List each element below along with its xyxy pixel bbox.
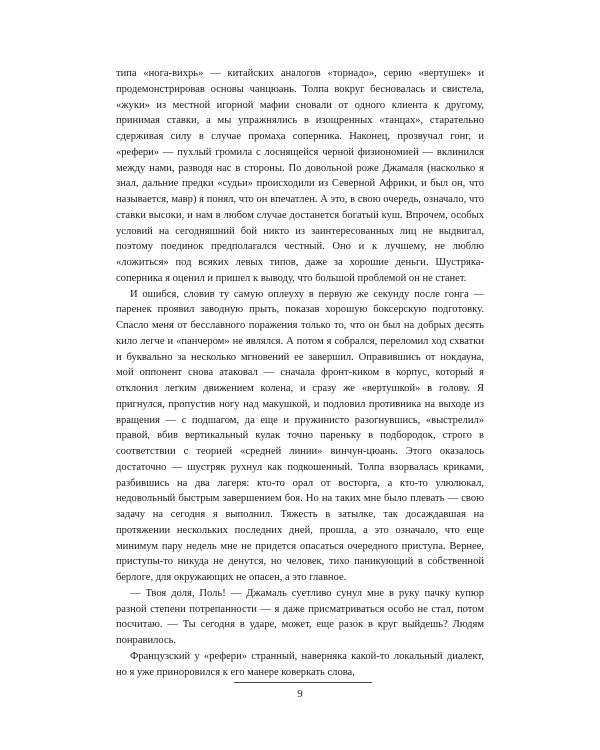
body-text bbox=[116, 66, 484, 680]
footer-divider bbox=[234, 682, 372, 683]
paragraph-4: Французский у «рефери» странный, наверняка какой-то локальный диалект, но я уже приноровился к его манере коверкать слова, bbox=[116, 650, 484, 678]
page-number: 9 bbox=[297, 688, 303, 700]
paragraph-1: типа «нога-вихрь» — китайских аналогов «торнадо», серию «вертушек» и продемонстрировав основы чанцюань. Толпа вокруг бесновалась и свистела, «жуки» из местной игорной мафии сновали от одного клиента к другому, принимая ставки, а мы упражнялись в изощренных «танцах», старательно сдерживая силу в случае промаха соперника. Наконец, прозвучал гонг, и «рефери» — пухлый громила с лоснящейся черной физиономией — вклинился между нами, разводя нас в стороны. По довольной роже Джамаля (насколько я знал, дальние предки «судьи» происходили из Северной Африки, и был он, что называется, мавр) я понял, что он впечатлен. А это, в свою очередь, означало, что ставки высоки, и нам в любом случае достанется богатый куш. Впрочем, особых условий на сегодняшний бой никто из заинтересованных лиц не выдвигал, поэтому поединок предполагался честный. Оно и к лучшему, не люблю «ложиться» под всяких левых типов, даже за хорошие деньги. Шустряка-соперника я оценил и пришел к выводу, что большой проблемой он не станет. bbox=[116, 68, 484, 284]
paragraph-2: И ошибся, словив ту самую оплеуху в первую же секунду после гонга — паренек проявил заводную прыть, показав хорошую боксерскую подготовку. Спасло меня от бесславного поражения только то, что он был на добрых десять кило легче и «панчером» не являлся. А потом я собрался, переломил ход схватки и буквально за несколько мгновений ее завершил. Оправившись от нокдауна, мой оппонент снова атаковал — сначала фронт-киком в корпус, который я отклонил легким движением колена, и сразу же «вертушкой» в голову. Я пригнулся, пропустив ногу над макушкой, и подловил противника на выходе из вращения — с подшагом, да еще и пружинисто разогнувшись, «выстрелил» правой, вбив вертикальный кулак точно пареньку в подбородок, строго в соответствии с теорией «средней линии» винчун-цюань. Этого оказалось достаточно — шустряк рухнул как подкошенный. Толпа взорвалась криками, разбившись на два лагеря: кто-то орал от восторга, а кто-то улюлюкал, недовольный быстрым завершением боя. Но на таких мне было плевать — свою задачу на сегодня я выполнил. Тяжесть в затылке, так досаждавшая на протяжении нескольких последних дней, прошла, а это означало, что еще минимум пару недель мне не придется опасаться очередного приступа. Вернее, приступы-то никуда не денутся, но человек, тихо паникующий в собственной берлоге, для окружающих не опасен, а это главное. bbox=[116, 288, 484, 583]
paragraph-3: — Твоя доля, Поль! — Джамаль суетливо сунул мне в руку пачку купюр разной степени потрепанности — я даже присматриваться особо не стал, потом посчитаю. — Ты сегодня в ударе, может, еще разок в круг выйдешь? Людям понравилось. bbox=[116, 587, 484, 646]
